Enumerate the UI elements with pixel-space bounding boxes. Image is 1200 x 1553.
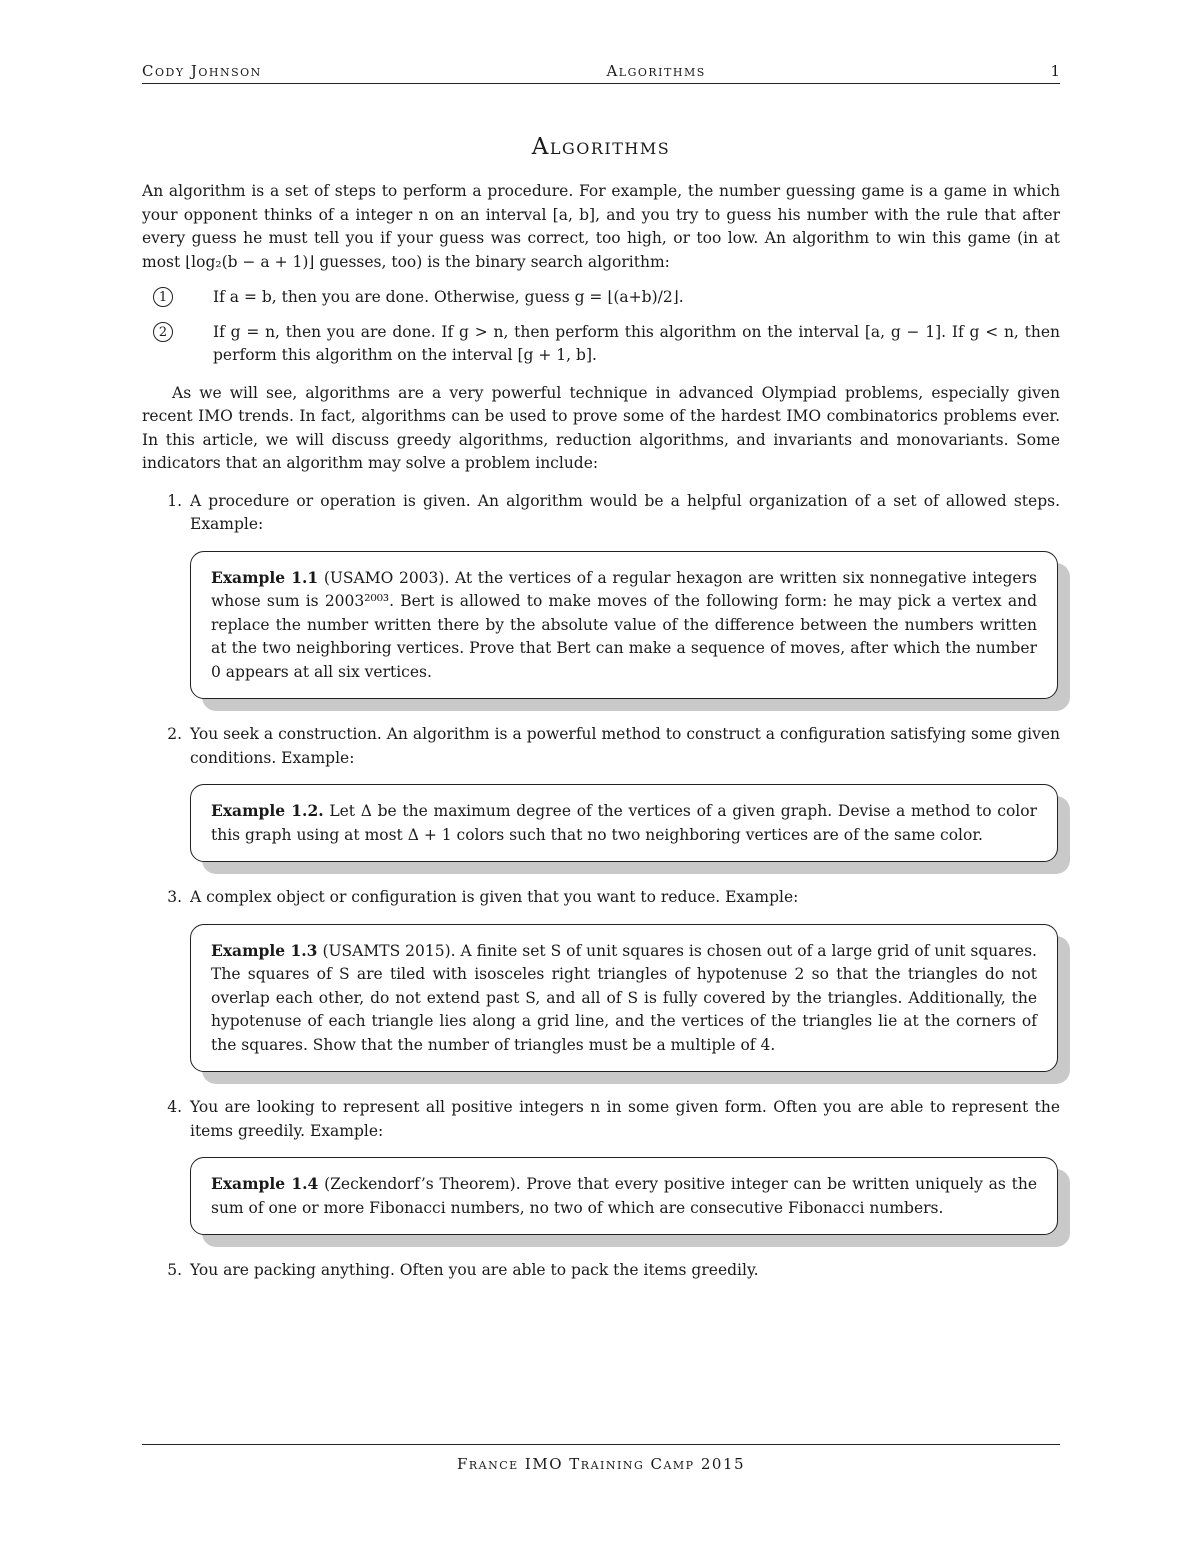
list-text: A procedure or operation is given. An algorithm would be a helpful organization of a set of allowed steps. Example: — [190, 491, 1060, 533]
algorithm-steps — [142, 286, 1060, 368]
example-box — [190, 784, 1058, 862]
example-source: (USAMO 2003). — [323, 568, 450, 587]
list-number: 2. — [167, 725, 182, 743]
list-number: 5. — [167, 1261, 182, 1279]
step-1 — [142, 286, 1060, 310]
running-footer: France IMO Training Camp 2015 — [142, 1444, 1060, 1473]
header-author: Cody Johnson — [142, 62, 262, 80]
list-number: 3. — [167, 888, 182, 906]
example-text: At the vertices of a regular hexagon are written six nonnegative integers whose sum is 2003²⁰⁰³. Bert is allowed to make moves of the following form: he may pick a vertex and replace the number written there by the absolute value of the difference between the numbers written at the two neighboring vertices. Prove that Bert can make a sequence of moves, after which the number 0 appears at all six vertices. — [211, 568, 1037, 681]
example-label: Example 1.2. — [211, 801, 324, 820]
header-page-number: 1 — [1050, 62, 1060, 80]
step-text: If g = n, then you are done. If g > n, then perform this algorithm on the interval [a, g − 1]. If g < n, then perform this algorithm on the interval [g + 1, b]. — [213, 322, 1060, 364]
document-title: Algorithms — [531, 134, 671, 160]
page — [142, 62, 1060, 1283]
example-text: Prove that every positive integer can be written uniquely as the sum of one or more Fibonacci numbers, no two of which are consecutive Fibonacci numbers. — [211, 1175, 1037, 1217]
step-number: 1 — [153, 287, 173, 307]
header-title: Algorithms — [606, 62, 706, 80]
example-box — [190, 924, 1058, 1073]
list-item — [142, 1259, 1060, 1283]
list-number: 4. — [167, 1098, 182, 1116]
example-label: Example 1.1 — [211, 567, 319, 587]
example-box — [190, 551, 1058, 700]
running-header — [142, 62, 1060, 84]
step-2 — [142, 321, 1060, 368]
intro-paragraph: An algorithm is a set of steps to perform a procedure. For example, the number guessing game is a game in which your opponent thinks of a integer n on an interval [a, b], and you try to guess his number with the rule that after every guess he must tell you if your guess was correct, too high, or too low. An algorithm to win this game (in at most ⌊log₂(b − a + 1)⌋ guesses, too) is the binary search algorithm: — [142, 182, 1060, 271]
step-text: If a = b, then you are done. Otherwise, guess g = ⌊(a+b)/2⌋. — [213, 288, 684, 306]
example-source: (Zeckendorf’s Theorem). — [324, 1175, 521, 1193]
example-label: Example 1.4 — [211, 1174, 319, 1193]
example-text: A finite set S of unit squares is chosen out of a large grid of unit squares. The squares of S are tiled with isosceles right triangles of hypotenuse 2 so that the triangles do not overlap each other, do not extend past S, and all of S is fully covered by the triangles. Additionally, the hypotenuse of each triangle lies along a grid line, and the vertices of the triangles lie at the corners of the squares. Show that the number of triangles must be a multiple of 4. — [211, 941, 1037, 1054]
list-number: 1. — [167, 491, 182, 510]
step-number: 2 — [153, 322, 173, 342]
list-item — [142, 886, 1060, 1096]
list-item — [142, 1096, 1060, 1259]
list-text: You are looking to represent all positive integers n in some given form. Often you are able to represent the items greedily. Example: — [190, 1098, 1060, 1140]
list-text: You are packing anything. Often you are able to pack the items greedily. — [190, 1261, 759, 1279]
example-box — [190, 1157, 1058, 1235]
example-text: Let Δ be the maximum degree of the vertices of a given graph. Devise a method to color this graph using at most Δ + 1 colors such that no two neighboring vertices are of the same color. — [211, 802, 1037, 844]
body-paragraph: As we will see, algorithms are a very powerful technique in advanced Olympiad problems, especially given recent IMO trends. In fact, algorithms can be used to prove some of the hardest IMO combinatorics problems ever. In this article, we will discuss greedy algorithms, reduction algorithms, and invariants and monovariants. Some indicators that an algorithm may solve a problem include: — [142, 383, 1060, 472]
list-item — [142, 723, 1060, 886]
list-text: You seek a construction. An algorithm is a powerful method to construct a configuration satisfying some given conditions. Example: — [190, 725, 1060, 767]
example-label: Example 1.3 — [211, 940, 318, 960]
example-source: (USAMTS 2015). — [322, 941, 456, 960]
list-text: A complex object or configuration is given that you want to reduce. Example: — [190, 888, 799, 906]
indicator-list — [142, 490, 1060, 1283]
list-item — [142, 490, 1060, 724]
